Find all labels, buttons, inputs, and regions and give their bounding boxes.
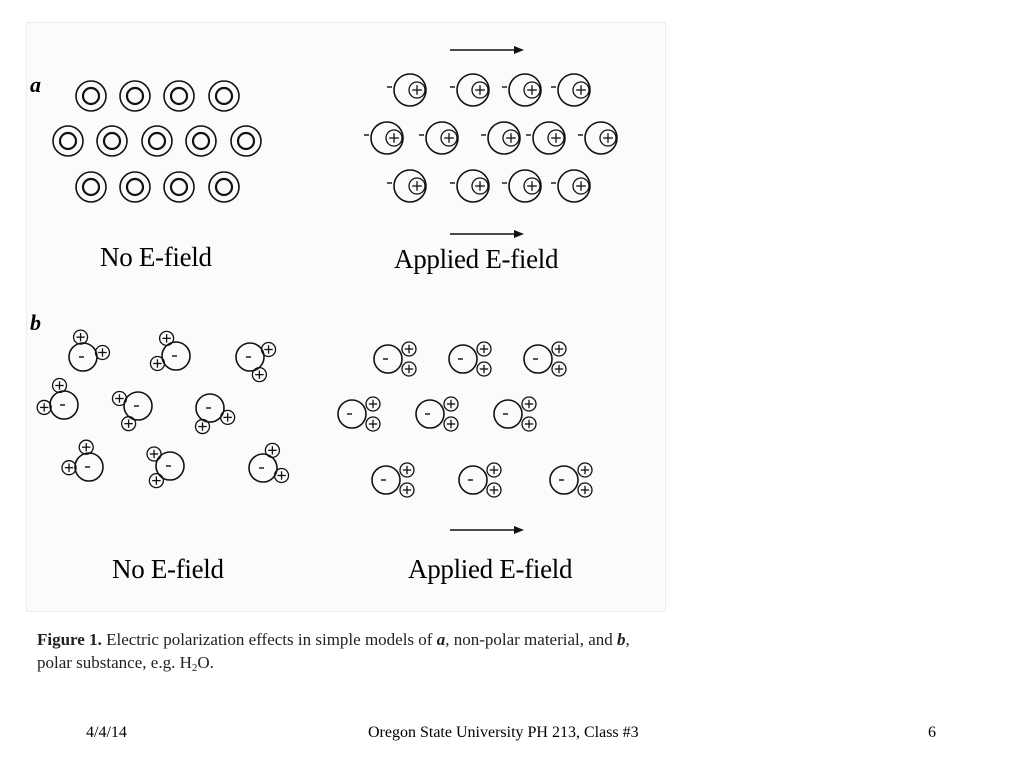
polarization-diagram [26, 22, 666, 612]
caption-term-b: b [617, 630, 626, 649]
atom-nucleus [149, 133, 165, 149]
field-arrow-head [514, 46, 524, 54]
caption-term-a: a [436, 630, 446, 649]
footer-date: 4/4/14 [86, 724, 127, 741]
caption-text-2: , non-polar material, and [445, 630, 613, 649]
atom-nucleus [238, 133, 254, 149]
atom-outer-shell [76, 172, 106, 202]
atom-nucleus [127, 88, 143, 104]
atom-nucleus [171, 179, 187, 195]
label-applied-field-a: Applied E-field [394, 244, 559, 274]
caption-text-4: O. [197, 653, 214, 672]
atom-outer-shell [76, 81, 106, 111]
atom-nucleus [83, 88, 99, 104]
atom-nucleus [216, 88, 232, 104]
atom-nucleus [104, 133, 120, 149]
atom-outer-shell [142, 126, 172, 156]
atom-nucleus [60, 133, 76, 149]
field-arrow-head [514, 230, 524, 238]
atom-outer-shell [209, 172, 239, 202]
field-arrow-head [514, 526, 524, 534]
label-no-field-b: No E-field [112, 554, 224, 584]
caption-subscript: 2 [191, 662, 198, 674]
scan-border [27, 23, 666, 612]
label-no-field-a: No E-field [100, 242, 212, 272]
caption-figure-number: Figure 1. [37, 630, 102, 649]
atom-outer-shell [53, 126, 83, 156]
figure-image [26, 22, 666, 612]
atom-outer-shell [209, 81, 239, 111]
atom-nucleus [216, 179, 232, 195]
panel-a-letter: a [30, 72, 41, 97]
footer-page-number: 6 [928, 724, 936, 741]
atom-nucleus [83, 179, 99, 195]
atom-nucleus [171, 88, 187, 104]
figure-caption [37, 628, 637, 680]
panel-b-letter: b [30, 310, 41, 335]
atom-nucleus [193, 133, 209, 149]
caption-text-1: Electric polarization effects in simple models of [106, 630, 433, 649]
atom-outer-shell [120, 81, 150, 111]
atom-outer-shell [231, 126, 261, 156]
atom-outer-shell [97, 126, 127, 156]
atom-outer-shell [120, 172, 150, 202]
label-applied-field-b: Applied E-field [408, 554, 573, 584]
atom-outer-shell [186, 126, 216, 156]
atom-nucleus [127, 179, 143, 195]
footer-course: Oregon State University PH 213, Class #3 [368, 724, 639, 741]
atom-outer-shell [164, 81, 194, 111]
atom-outer-shell [164, 172, 194, 202]
caption-text-3: , polar substance, e.g. H [37, 630, 630, 672]
